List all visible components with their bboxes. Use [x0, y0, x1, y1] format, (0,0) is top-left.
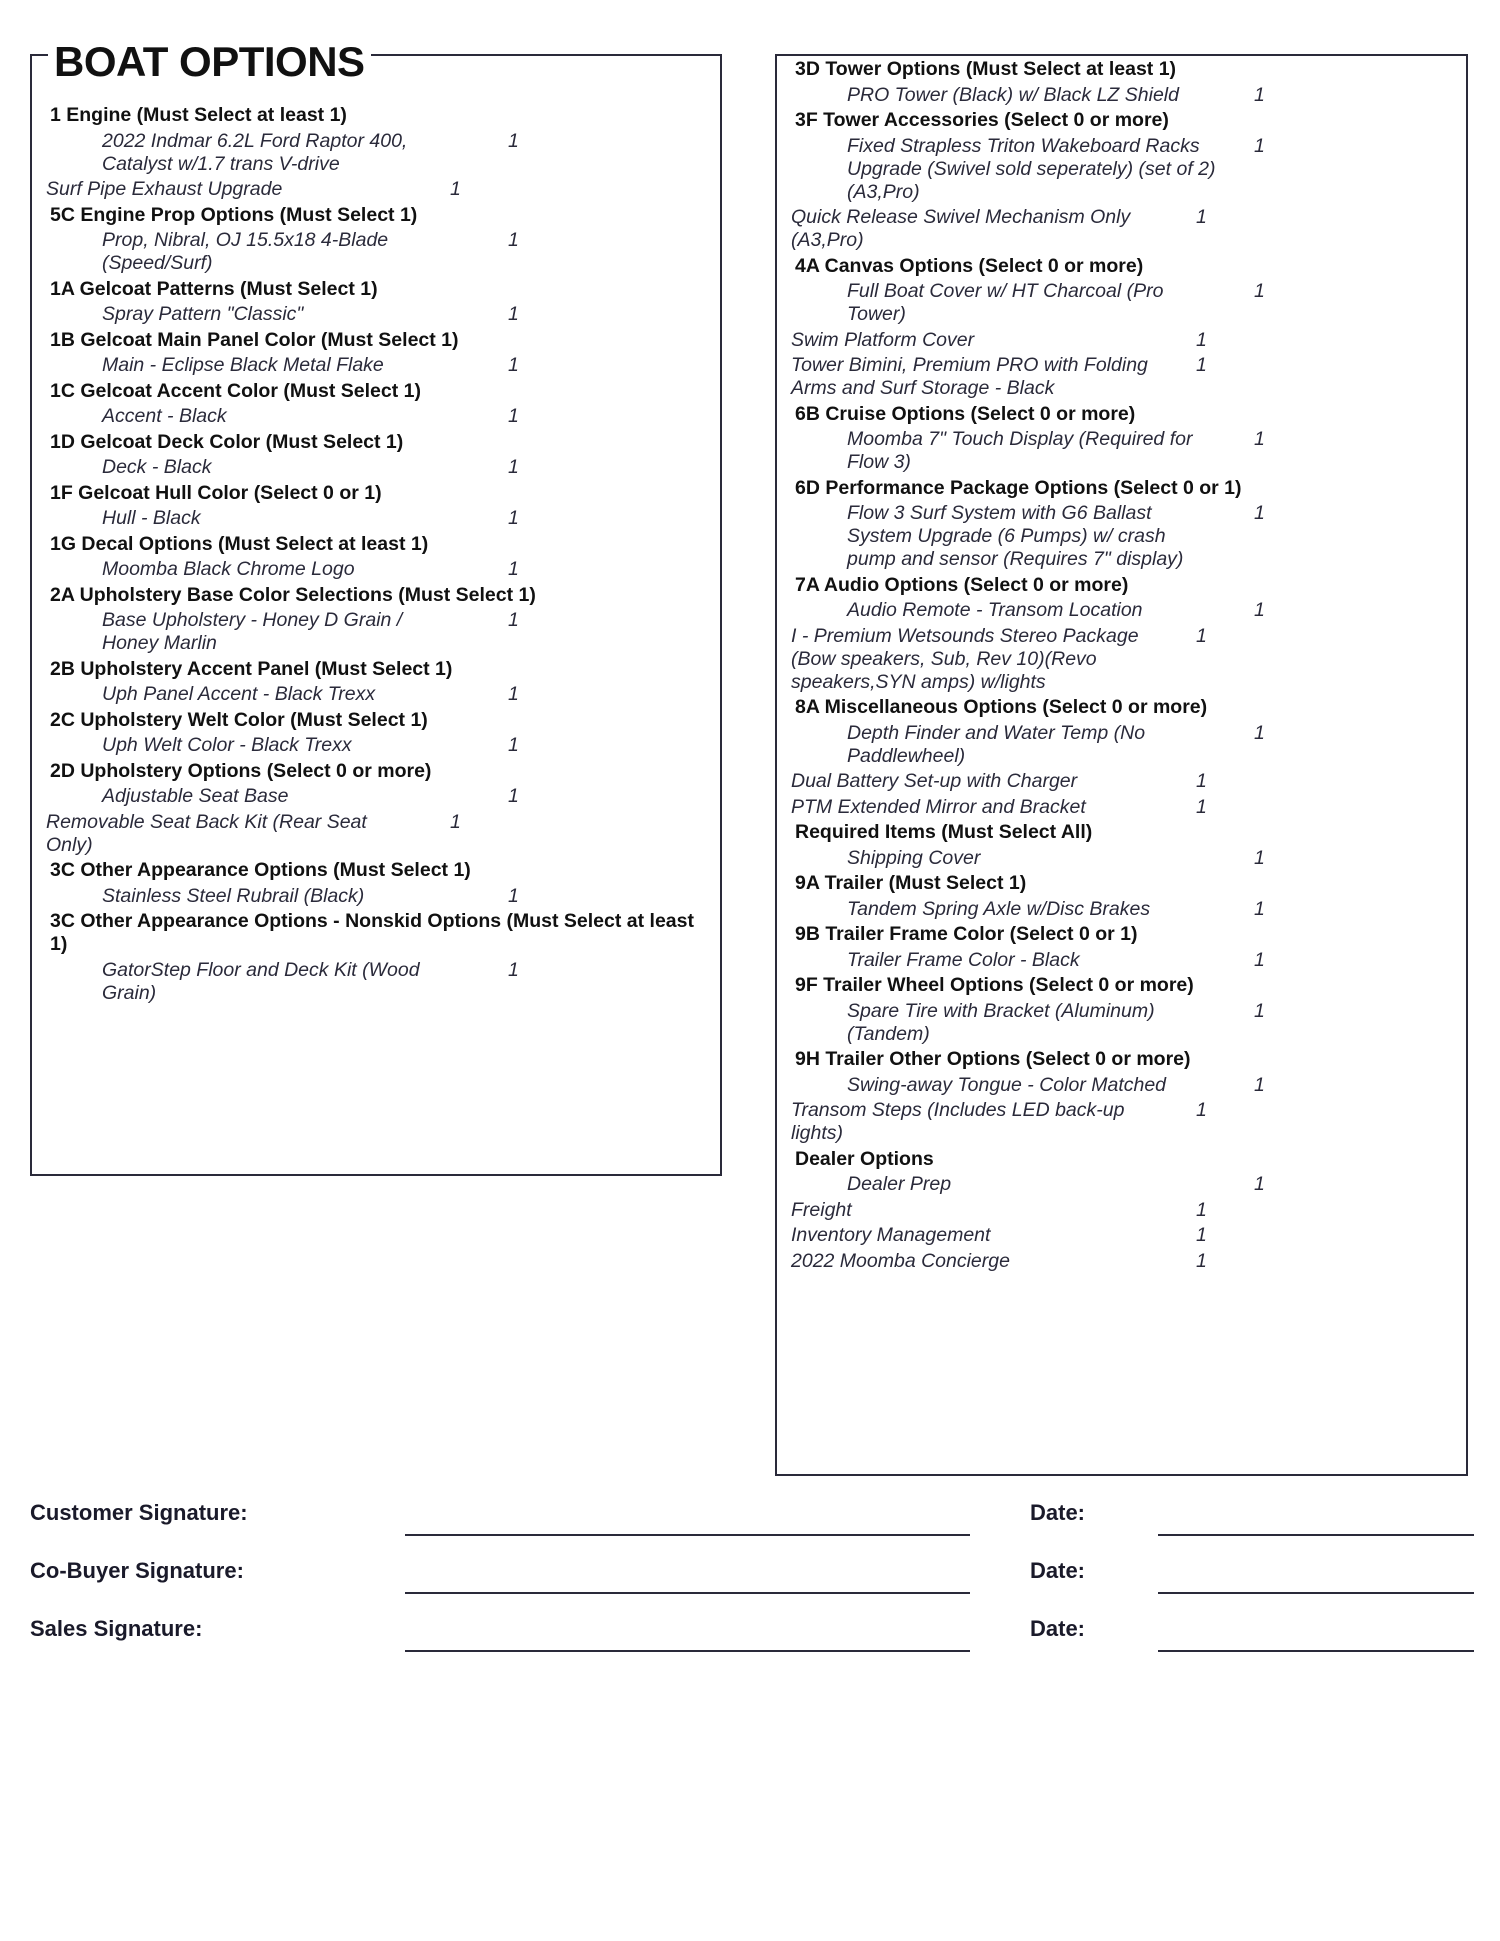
option-description: Flow 3 Surf System with G6 Ballast System Upgrade (6 Pumps) w/ crash pump and sensor (Requires 7" display) — [847, 502, 1184, 570]
option-quantity: 1 — [1254, 721, 1265, 744]
option-description: PTM Extended Mirror and Bracket — [791, 795, 1086, 818]
option-line-item — [46, 178, 706, 201]
sales-date-line[interactable] — [1158, 1650, 1474, 1652]
section-header: 2B Upholstery Accent Panel (Must Select 1) — [50, 657, 453, 680]
option-quantity: 1 — [508, 354, 519, 376]
option-description: Swim Platform Cover — [791, 328, 975, 351]
section-header: 2C Upholstery Welt Color (Must Select 1) — [50, 708, 428, 731]
option-description: Adjustable Seat Base — [102, 785, 289, 807]
option-line-item — [46, 507, 706, 530]
option-line-item — [791, 135, 1456, 204]
option-line-item — [791, 502, 1456, 571]
option-description: Hull - Black — [102, 507, 201, 529]
option-quantity: 1 — [508, 683, 519, 705]
section-header: 1A Gelcoat Patterns (Must Select 1) — [50, 277, 378, 300]
signature-label: Customer Signature: — [30, 1500, 248, 1525]
option-quantity: 1 — [450, 178, 461, 200]
option-line-item — [46, 785, 706, 808]
section-header: 2A Upholstery Base Color Selections (Must Select 1) — [50, 583, 536, 606]
option-line-item — [791, 1000, 1456, 1046]
section-header: 7A Audio Options (Select 0 or more) — [795, 573, 1129, 596]
option-description: Removable Seat Back Kit (Rear Seat Only) — [46, 810, 367, 856]
option-description: Moomba Black Chrome Logo — [102, 558, 355, 580]
option-quantity: 1 — [1254, 134, 1265, 157]
option-line-item — [791, 1224, 1456, 1247]
option-line-item — [791, 599, 1456, 622]
option-line-item — [46, 734, 706, 757]
option-line-item — [46, 609, 706, 655]
option-description: Moomba 7" Touch Display (Required for Flow 3) — [847, 428, 1193, 473]
left-options-list — [46, 104, 706, 1007]
option-description: Spare Tire with Bracket (Aluminum) (Tandem) — [847, 999, 1155, 1045]
option-line-item — [791, 796, 1456, 819]
signature-label: Sales Signature: — [30, 1616, 203, 1641]
option-quantity: 1 — [508, 507, 519, 529]
section-header: 1D Gelcoat Deck Color (Must Select 1) — [50, 430, 404, 453]
option-line-item — [46, 303, 706, 326]
option-line-item — [791, 428, 1456, 474]
option-description: GatorStep Floor and Deck Kit (Wood Grain) — [102, 958, 420, 1004]
option-line-item — [791, 898, 1456, 921]
option-quantity: 1 — [1196, 1249, 1207, 1272]
option-quantity: 1 — [508, 456, 519, 478]
option-quantity: 1 — [1196, 206, 1207, 228]
option-line-item — [46, 354, 706, 377]
option-quantity: 1 — [508, 129, 519, 152]
option-line-item — [791, 722, 1456, 768]
option-quantity: 1 — [508, 609, 519, 631]
option-quantity: 1 — [1196, 1099, 1207, 1121]
option-description: Tower Bimini, Premium PRO with Folding Arms and Surf Storage - Black — [791, 354, 1148, 399]
option-quantity: 1 — [508, 884, 519, 907]
date-label: Date: — [1030, 1616, 1086, 1641]
option-description: Freight — [791, 1198, 852, 1221]
option-quantity: 1 — [508, 785, 519, 807]
option-description: Full Boat Cover w/ HT Charcoal (Pro Tower) — [847, 280, 1164, 325]
customer-signature-line[interactable] — [405, 1534, 970, 1536]
option-description: Deck - Black — [102, 456, 212, 478]
customer-date-line[interactable] — [1158, 1534, 1474, 1536]
option-description: Swing-away Tongue - Color Matched — [847, 1073, 1167, 1096]
option-line-item — [46, 959, 706, 1005]
option-quantity: 1 — [1196, 624, 1207, 647]
cobuyer-date-line[interactable] — [1158, 1592, 1474, 1594]
section-header: 4A Canvas Options (Select 0 or more) — [795, 254, 1144, 277]
option-quantity: 1 — [508, 303, 519, 325]
section-header: 3C Other Appearance Options - Nonskid Options (Must Select at least 1) — [50, 910, 694, 955]
option-line-item — [46, 229, 706, 275]
section-header: 6D Performance Package Options (Select 0 or 1) — [795, 476, 1242, 499]
cobuyer-signature-line[interactable] — [405, 1592, 970, 1594]
option-line-item — [791, 847, 1456, 870]
option-description: Shipping Cover — [847, 846, 981, 869]
option-quantity: 1 — [508, 405, 519, 427]
option-description: Inventory Management — [791, 1224, 991, 1246]
section-header: 3C Other Appearance Options (Must Select 1) — [50, 859, 471, 881]
option-quantity: 1 — [508, 229, 519, 251]
option-description: 2022 Moomba Concierge — [791, 1249, 1010, 1272]
option-quantity: 1 — [1254, 948, 1265, 971]
option-quantity: 1 — [1254, 428, 1265, 450]
section-header: 9F Trailer Wheel Options (Select 0 or more) — [795, 974, 1194, 996]
option-line-item — [791, 84, 1456, 107]
date-label: Date: — [1030, 1500, 1086, 1525]
section-header: 5C Engine Prop Options (Must Select 1) — [50, 203, 418, 226]
option-description: Trailer Frame Color - Black — [847, 948, 1080, 971]
option-quantity: 1 — [450, 810, 461, 833]
option-quantity: 1 — [1254, 999, 1265, 1022]
option-line-item — [791, 329, 1456, 352]
option-quantity: 1 — [1196, 1224, 1207, 1246]
option-description: Tandem Spring Axle w/Disc Brakes — [847, 897, 1151, 920]
option-description: Depth Finder and Water Temp (No Paddlewheel) — [847, 721, 1146, 767]
section-header: 9A Trailer (Must Select 1) — [795, 872, 1027, 894]
section-header: 6B Cruise Options (Select 0 or more) — [795, 402, 1136, 425]
option-description: I - Premium Wetsounds Stereo Package (Bow speakers, Sub, Rev 10)(Revo speakers,SYN amps) w/lights — [791, 624, 1139, 693]
sales-signature-line[interactable] — [405, 1650, 970, 1652]
option-description: Dealer Prep — [847, 1173, 952, 1195]
option-quantity: 1 — [1254, 83, 1265, 106]
section-header: 1F Gelcoat Hull Color (Select 0 or 1) — [50, 481, 382, 504]
option-line-item — [791, 280, 1456, 326]
option-description: Accent - Black — [102, 405, 227, 427]
section-header: 3F Tower Accessories (Select 0 or more) — [795, 109, 1169, 131]
option-description: Base Upholstery - Honey D Grain / Honey Marlin — [102, 609, 403, 654]
option-quantity: 1 — [1196, 770, 1207, 792]
option-description: Quick Release Swivel Mechanism Only (A3,Pro) — [791, 206, 1131, 251]
option-line-item — [791, 1074, 1456, 1097]
option-line-item — [46, 885, 706, 908]
option-quantity: 1 — [1196, 328, 1207, 351]
signature-label: Co-Buyer Signature: — [30, 1558, 244, 1583]
option-line-item — [46, 811, 706, 857]
option-line-item — [791, 1173, 1456, 1196]
option-description: Main - Eclipse Black Metal Flake — [102, 354, 384, 376]
option-quantity: 1 — [508, 558, 519, 580]
option-description: Uph Welt Color - Black Trexx — [102, 734, 352, 756]
option-quantity: 1 — [508, 734, 519, 756]
signature-row-sales — [0, 1616, 1500, 1656]
option-line-item — [791, 770, 1456, 793]
option-description: Fixed Strapless Triton Wakeboard Racks Upgrade (Swivel sold seperately) (set of 2) (A3,Pro) — [847, 134, 1216, 203]
option-description: Uph Panel Accent - Black Trexx — [102, 683, 376, 705]
section-header: Required Items (Must Select All) — [795, 821, 1093, 843]
option-line-item — [791, 949, 1456, 972]
option-quantity: 1 — [1254, 502, 1265, 524]
option-line-item — [46, 683, 706, 706]
section-header: 1 Engine (Must Select at least 1) — [50, 104, 347, 126]
option-description: Dual Battery Set-up with Charger — [791, 770, 1078, 792]
section-header: 9B Trailer Frame Color (Select 0 or 1) — [795, 923, 1138, 945]
section-header: 1C Gelcoat Accent Color (Must Select 1) — [50, 379, 421, 402]
option-quantity: 1 — [1254, 599, 1265, 621]
option-quantity: 1 — [1254, 897, 1265, 920]
option-line-item — [791, 206, 1456, 252]
option-quantity: 1 — [1254, 1173, 1265, 1195]
page-title: BOAT OPTIONS — [48, 36, 371, 88]
option-line-item — [791, 625, 1456, 694]
option-description: Prop, Nibral, OJ 15.5x18 4-Blade (Speed/Surf) — [102, 229, 389, 274]
section-header: 1B Gelcoat Main Panel Color (Must Select 1) — [50, 328, 459, 351]
option-quantity: 1 — [1196, 795, 1207, 818]
option-description: Spray Pattern "Classic" — [102, 303, 304, 325]
option-quantity: 1 — [1196, 1198, 1207, 1221]
section-header: Dealer Options — [795, 1147, 934, 1170]
section-header: 8A Miscellaneous Options (Select 0 or more) — [795, 696, 1208, 718]
option-quantity: 1 — [1254, 280, 1265, 302]
option-line-item — [46, 558, 706, 581]
signature-row-cobuyer — [0, 1558, 1500, 1598]
option-description: Surf Pipe Exhaust Upgrade — [46, 178, 283, 200]
option-quantity: 1 — [1254, 1073, 1265, 1096]
section-header: 9H Trailer Other Options (Select 0 or more) — [795, 1048, 1191, 1070]
option-description: PRO Tower (Black) w/ Black LZ Shield — [847, 83, 1179, 106]
section-header: 2D Upholstery Options (Select 0 or more) — [50, 759, 432, 782]
option-line-item — [791, 1199, 1456, 1222]
option-line-item — [46, 456, 706, 479]
option-description: Transom Steps (Includes LED back-up lights) — [791, 1099, 1125, 1144]
section-header: 3D Tower Options (Must Select at least 1) — [795, 58, 1177, 80]
option-quantity: 1 — [1196, 354, 1207, 376]
option-quantity: 1 — [1254, 846, 1265, 869]
option-line-item — [791, 1250, 1456, 1273]
option-line-item — [791, 1099, 1456, 1145]
option-quantity: 1 — [508, 958, 519, 981]
option-line-item — [46, 130, 706, 176]
option-line-item — [791, 354, 1456, 400]
option-line-item — [46, 405, 706, 428]
option-description: Audio Remote - Transom Location — [847, 599, 1143, 621]
date-label: Date: — [1030, 1558, 1086, 1583]
right-options-list — [791, 58, 1456, 1275]
option-description: Stainless Steel Rubrail (Black) — [102, 884, 365, 907]
section-header: 1G Decal Options (Must Select at least 1) — [50, 532, 429, 555]
option-description: 2022 Indmar 6.2L Ford Raptor 400, Catalyst w/1.7 trans V-drive — [102, 129, 408, 175]
signature-row-customer — [0, 1500, 1500, 1540]
